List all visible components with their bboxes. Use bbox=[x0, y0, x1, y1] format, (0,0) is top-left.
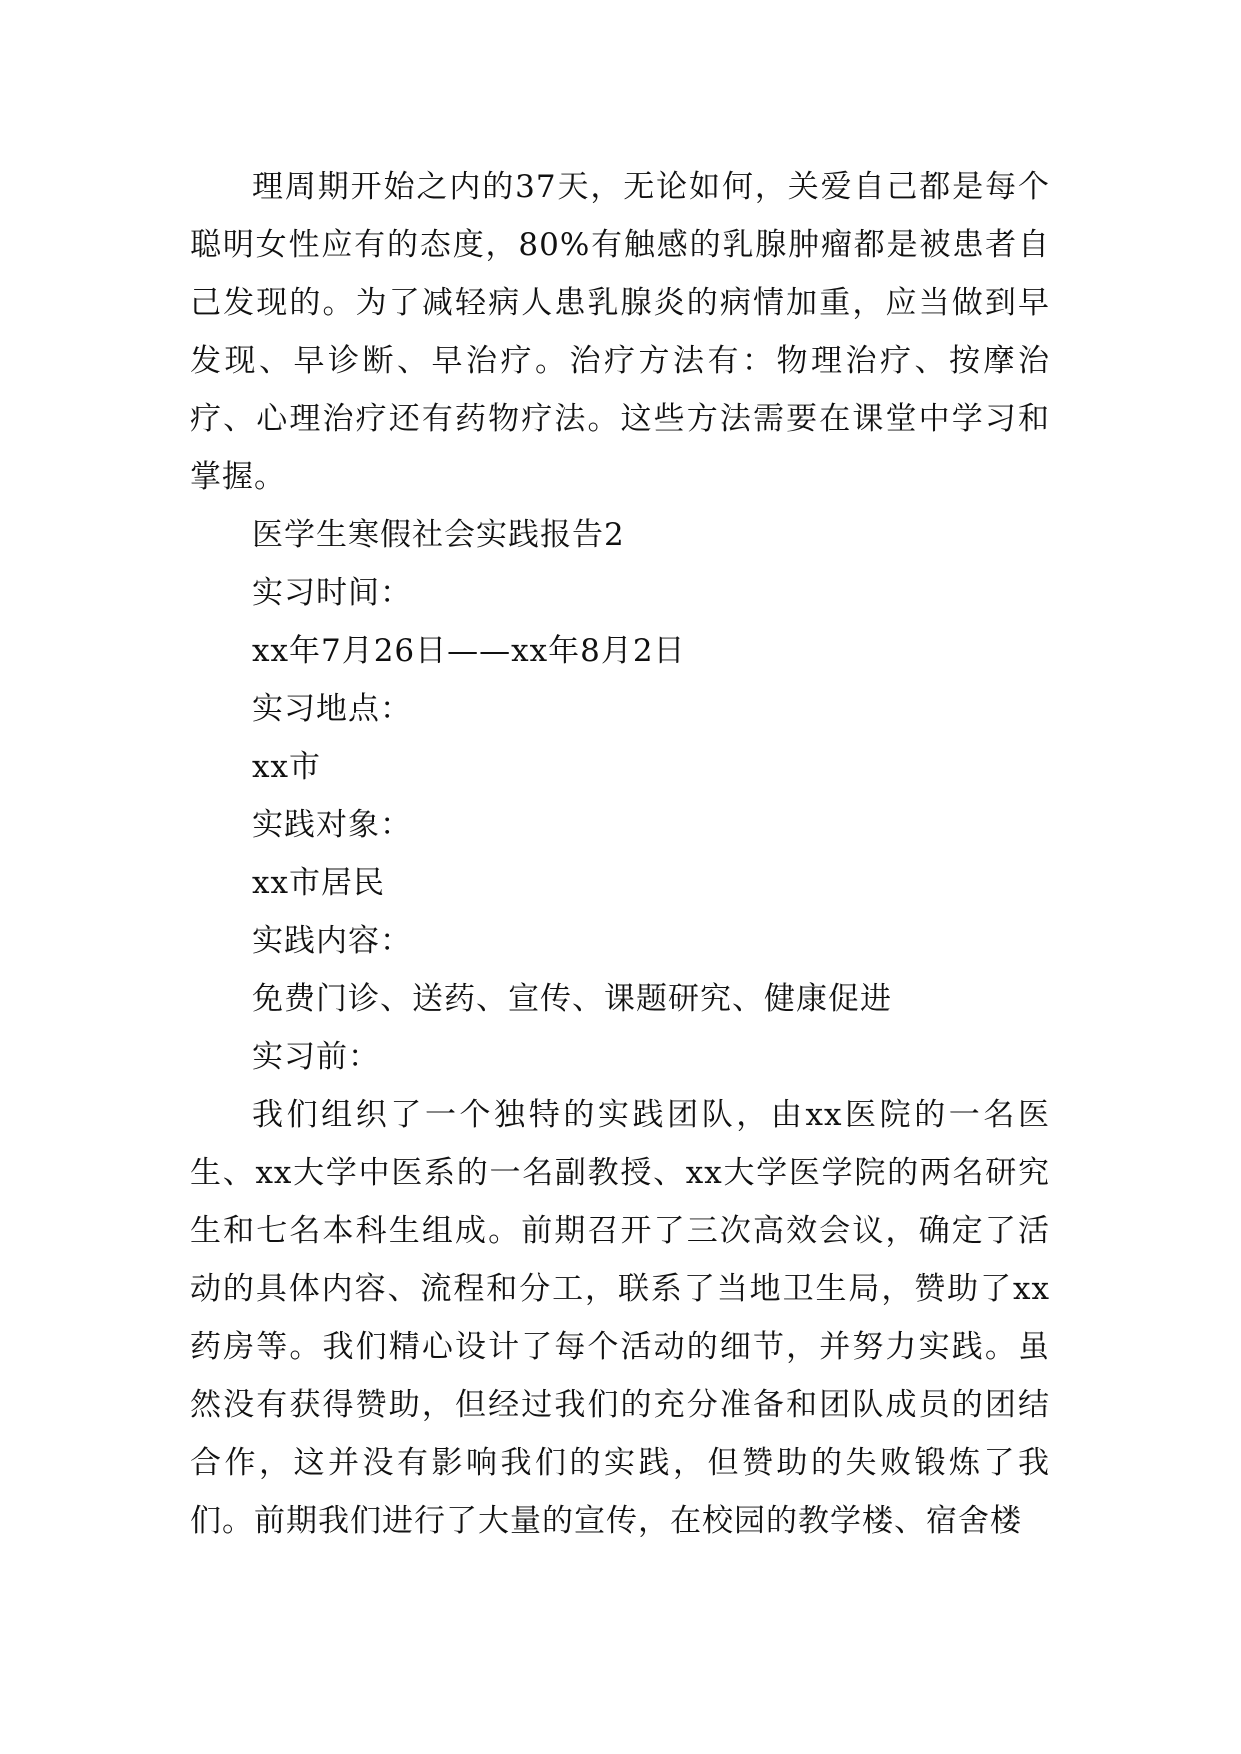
practice-target-value: xx市居民 bbox=[252, 865, 385, 901]
paragraph-breast-health: 理周期开始之内的37天，无论如何，关爱自己都是每个聪明女性应有的态度，80%有触感的乳腺肿瘤都是被患者自己发现的。为了减轻病人患乳腺炎的病情加重，应当做到早发现、早诊断、早治疗。治疗方法有：物理治疗、按摩治疗、心理治疗还有药物疗法。这些方法需要在课堂中学习和掌握。 bbox=[190, 169, 1050, 495]
practice-target-label: 实践对象： bbox=[252, 807, 412, 843]
document-body bbox=[190, 158, 1050, 1550]
practice-content-value: 免费门诊、送药、宣传、课题研究、健康促进 bbox=[252, 981, 892, 1017]
internship-place-label: 实习地点： bbox=[252, 691, 412, 727]
practice-content-label: 实践内容： bbox=[252, 923, 412, 959]
internship-time-value: xx年7月26日——xx年8月2日 bbox=[252, 633, 686, 669]
paragraph-team-preparation: 我们组织了一个独特的实践团队，由xx医院的一名医生、xx大学中医系的一名副教授、xx大学医学院的两名研究生和七名本科生组成。前期召开了三次高效会议，确定了活动的具体内容、流程和分工，联系了当地卫生局，赞助了xx药房等。我们精心设计了每个活动的细节，并努力实践。虽然没有获得赞助，但经过我们的充分准备和团队成员的团结合作，这并没有影响我们的实践，但赞助的失败锻炼了我们。前期我们进行了大量的宣传，在校园的教学楼、宿舍楼 bbox=[190, 1097, 1050, 1539]
before-internship-label: 实习前： bbox=[252, 1039, 380, 1075]
internship-time-label: 实习时间： bbox=[252, 575, 412, 611]
section-title: 医学生寒假社会实践报告2 bbox=[252, 517, 625, 553]
internship-place-value: xx市 bbox=[252, 749, 321, 785]
